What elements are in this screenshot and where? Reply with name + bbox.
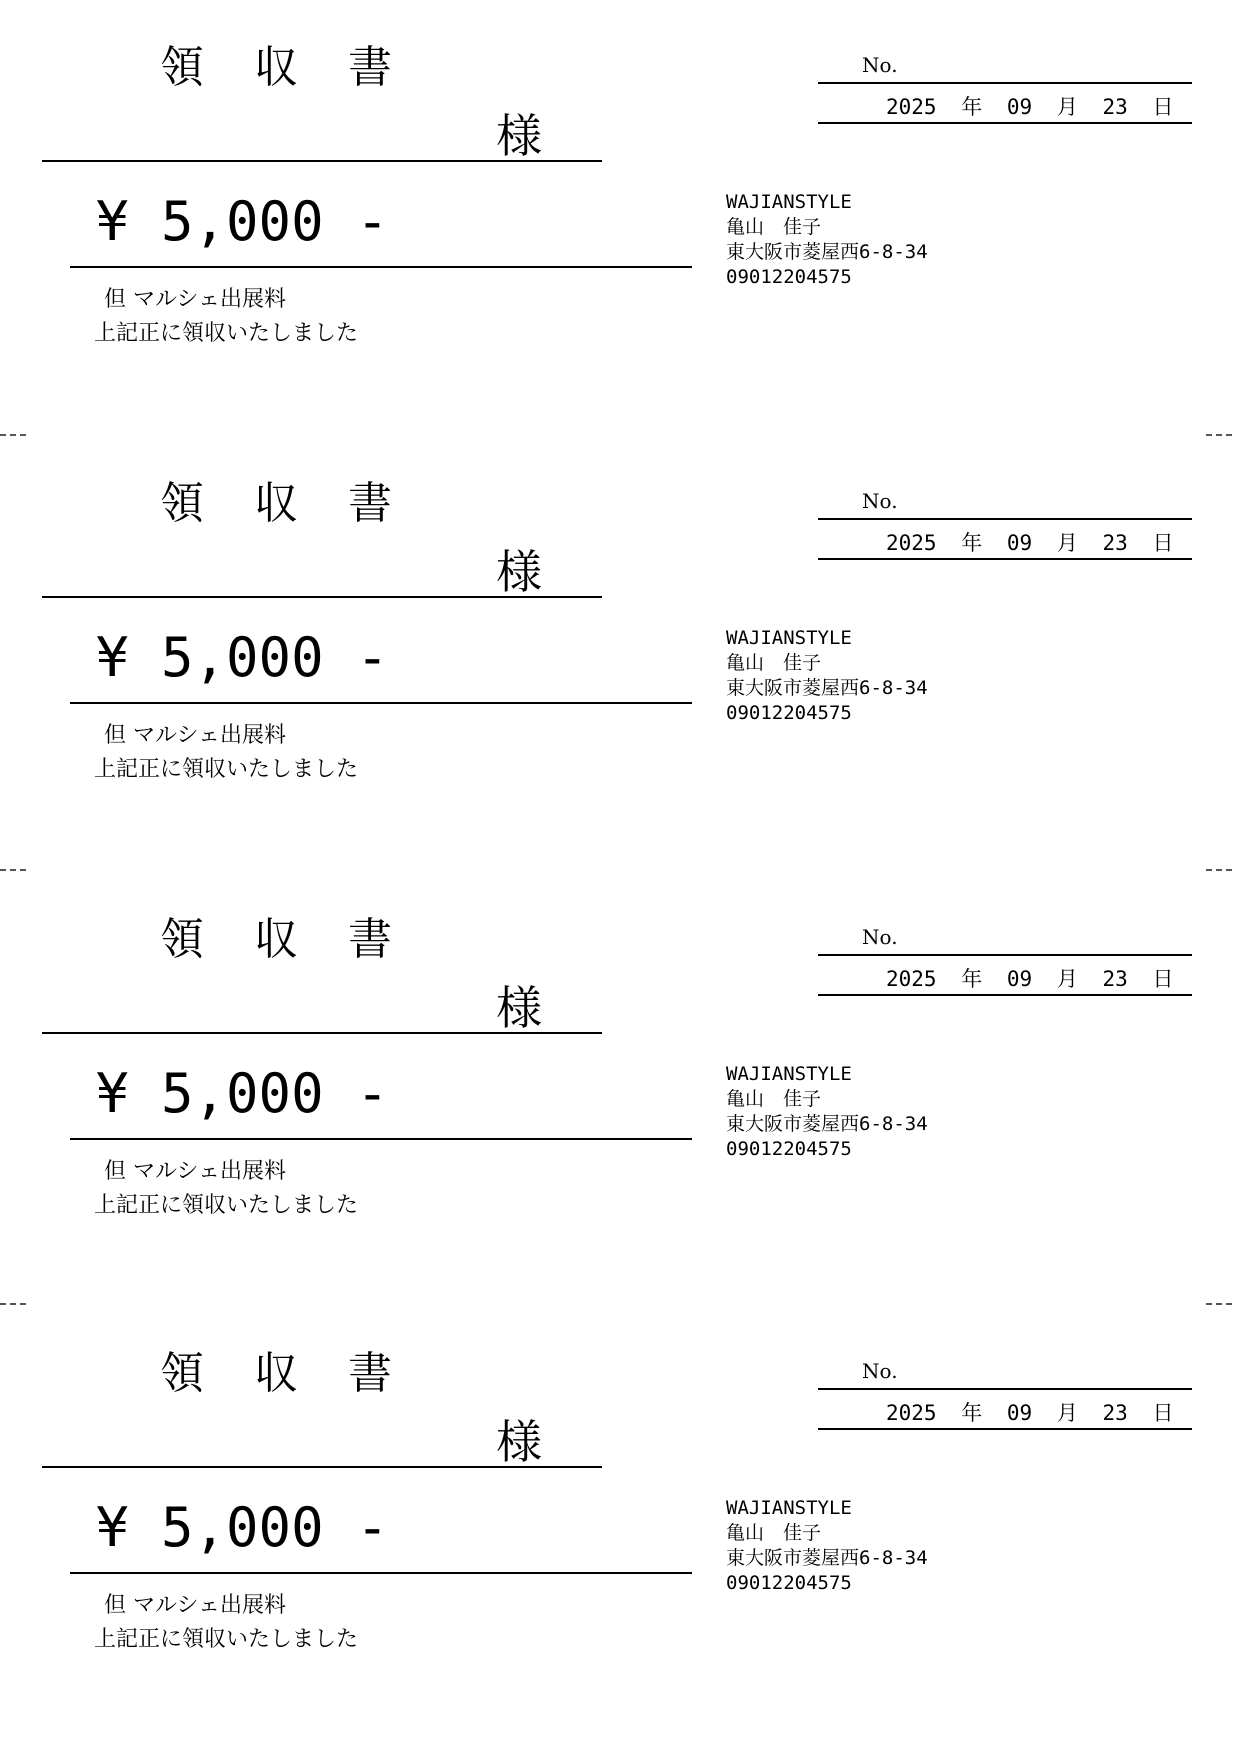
issuer-phone: 09012204575 xyxy=(726,1138,852,1160)
receipt-title: 領 収 書 xyxy=(160,478,410,529)
cut-line-left xyxy=(0,1303,26,1305)
addressee-honorific: 様 xyxy=(496,545,542,599)
date-year-unit: 年 xyxy=(961,531,983,555)
receipt-number-line xyxy=(818,1388,1192,1390)
issuer-name: 亀山 佳子 xyxy=(726,1522,822,1544)
date-day: 23 xyxy=(1102,1401,1128,1425)
date-day: 23 xyxy=(1102,531,1128,555)
date-line xyxy=(818,1428,1192,1430)
issue-date xyxy=(886,966,1173,992)
addressee-line xyxy=(42,1032,602,1034)
issuer-name: 亀山 佳子 xyxy=(726,216,822,238)
amount: ¥ 5,000 - xyxy=(96,1062,389,1125)
date-day-unit: 日 xyxy=(1152,531,1174,555)
date-month-unit: 月 xyxy=(1056,95,1078,119)
issuer-phone: 09012204575 xyxy=(726,702,852,724)
amount: ¥ 5,000 - xyxy=(96,1496,389,1559)
issuer-address: 東大阪市菱屋西6-8-34 xyxy=(726,241,928,263)
issuer-phone: 09012204575 xyxy=(726,266,852,288)
date-day-unit: 日 xyxy=(1152,967,1174,991)
amount: ¥ 5,000 - xyxy=(96,190,389,253)
amount: ¥ 5,000 - xyxy=(96,626,389,689)
confirmation-text: 上記正に領収いたしました xyxy=(94,1193,359,1218)
memo: 但 マルシェ出展料 xyxy=(104,723,287,748)
issuer-address: 東大阪市菱屋西6-8-34 xyxy=(726,1113,928,1135)
date-line xyxy=(818,558,1192,560)
issue-date xyxy=(886,94,1173,120)
date-day: 23 xyxy=(1102,95,1128,119)
issuer-shop: WAJIANSTYLE xyxy=(726,1497,852,1519)
issuer-name: 亀山 佳子 xyxy=(726,1088,822,1110)
date-year: 2025 xyxy=(886,1401,937,1425)
date-month-unit: 月 xyxy=(1056,531,1078,555)
amount-underline xyxy=(70,1572,692,1574)
date-day-unit: 日 xyxy=(1152,1401,1174,1425)
date-line xyxy=(818,994,1192,996)
receipt-title: 領 収 書 xyxy=(160,42,410,93)
issue-date xyxy=(886,530,1173,556)
date-year: 2025 xyxy=(886,95,937,119)
issuer-phone: 09012204575 xyxy=(726,1572,852,1594)
date-day-unit: 日 xyxy=(1152,95,1174,119)
addressee-line xyxy=(42,160,602,162)
addressee-honorific: 様 xyxy=(496,981,542,1035)
receipt xyxy=(0,872,1241,1308)
memo: 但 マルシェ出展料 xyxy=(104,1593,287,1618)
issuer-shop: WAJIANSTYLE xyxy=(726,627,852,649)
receipt-number-line xyxy=(818,82,1192,84)
issuer-block xyxy=(726,1062,928,1162)
receipt-number-line xyxy=(818,518,1192,520)
date-month: 09 xyxy=(1006,531,1033,555)
issuer-block xyxy=(726,190,928,290)
date-day: 23 xyxy=(1102,967,1128,991)
receipt-title: 領 収 書 xyxy=(160,914,410,965)
issuer-shop: WAJIANSTYLE xyxy=(726,1063,852,1085)
issuer-address: 東大阪市菱屋西6-8-34 xyxy=(726,677,928,699)
receipt xyxy=(0,0,1241,436)
receipt-number-label: No. xyxy=(862,925,898,949)
issue-date xyxy=(886,1400,1173,1426)
confirmation-text: 上記正に領収いたしました xyxy=(94,757,359,782)
cut-line-left xyxy=(0,869,26,871)
memo: 但 マルシェ出展料 xyxy=(104,287,287,312)
confirmation-text: 上記正に領収いたしました xyxy=(94,1627,359,1652)
receipt-number-label: No. xyxy=(862,1359,898,1383)
date-year-unit: 年 xyxy=(961,967,983,991)
addressee-honorific: 様 xyxy=(496,1415,542,1469)
addressee-line xyxy=(42,596,602,598)
date-month: 09 xyxy=(1006,967,1033,991)
issuer-shop: WAJIANSTYLE xyxy=(726,191,852,213)
date-year: 2025 xyxy=(886,531,937,555)
issuer-block xyxy=(726,1496,928,1596)
date-year-unit: 年 xyxy=(961,95,983,119)
date-month: 09 xyxy=(1006,95,1033,119)
issuer-address: 東大阪市菱屋西6-8-34 xyxy=(726,1547,928,1569)
issuer-name: 亀山 佳子 xyxy=(726,652,822,674)
amount-underline xyxy=(70,1138,692,1140)
date-year-unit: 年 xyxy=(961,1401,983,1425)
confirmation-text: 上記正に領収いたしました xyxy=(94,321,359,346)
receipt-number-line xyxy=(818,954,1192,956)
cut-line-right xyxy=(1206,1303,1232,1305)
amount-underline xyxy=(70,702,692,704)
memo: 但 マルシェ出展料 xyxy=(104,1159,287,1184)
receipt-number-label: No. xyxy=(862,53,898,77)
date-month: 09 xyxy=(1006,1401,1033,1425)
amount-underline xyxy=(70,266,692,268)
addressee-line xyxy=(42,1466,602,1468)
receipt-number-label: No. xyxy=(862,489,898,513)
issuer-block xyxy=(726,626,928,726)
addressee-honorific: 様 xyxy=(496,109,542,163)
cut-line-right xyxy=(1206,869,1232,871)
date-month-unit: 月 xyxy=(1056,967,1078,991)
date-month-unit: 月 xyxy=(1056,1401,1078,1425)
date-line xyxy=(818,122,1192,124)
receipt xyxy=(0,1306,1241,1742)
receipt-title: 領 収 書 xyxy=(160,1348,410,1399)
date-year: 2025 xyxy=(886,967,937,991)
receipt xyxy=(0,436,1241,872)
